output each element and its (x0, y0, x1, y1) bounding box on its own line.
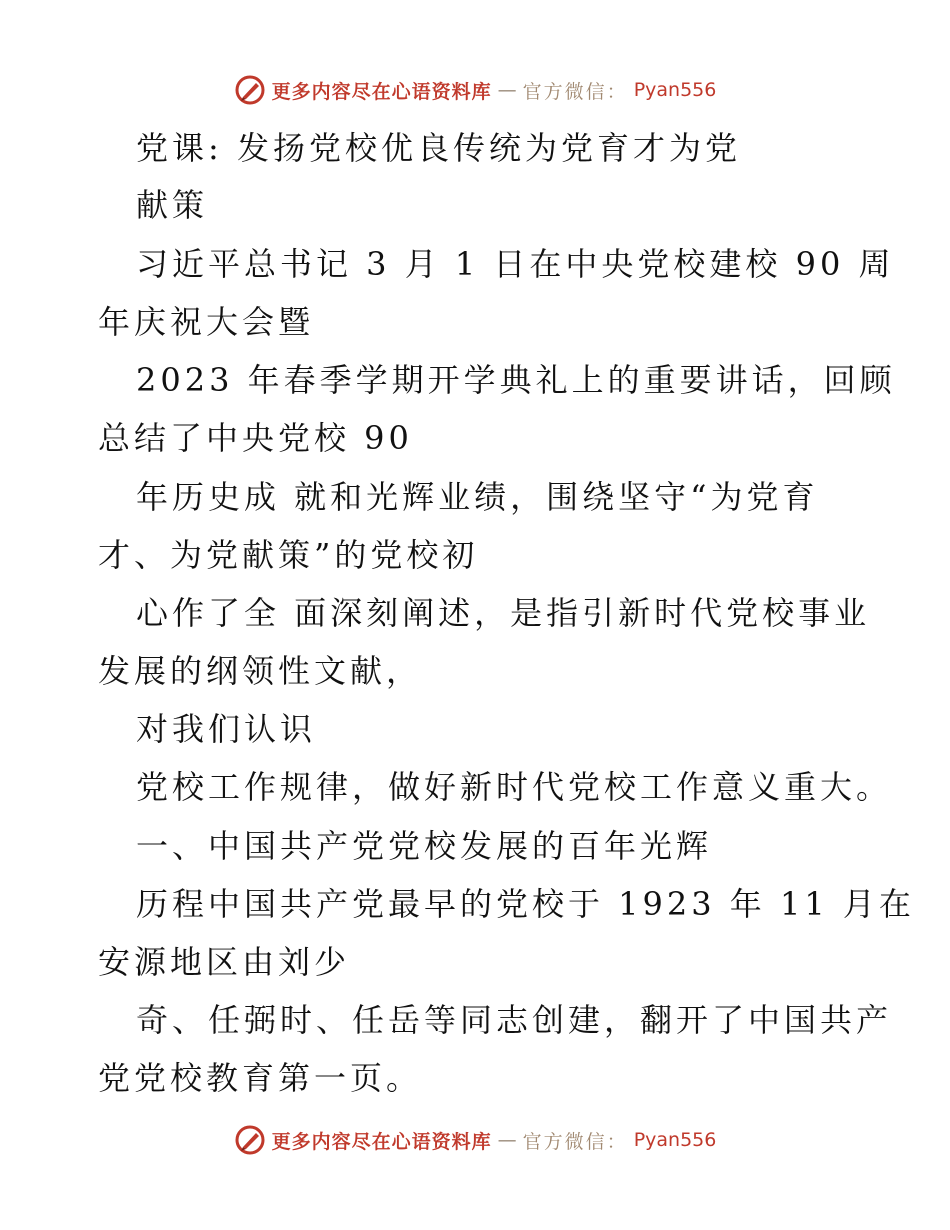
title-line-2: 献策 (136, 186, 209, 224)
paragraph-line: 历程中国共产党最早的党校于 1923 年 11 月在 (136, 885, 915, 923)
paragraph-line: 才、为党献策”的党校初 (98, 536, 479, 574)
pen-circle-icon (234, 1124, 266, 1156)
paragraph-line: 年庆祝大会暨 (98, 303, 315, 341)
paragraph-line: 2023 年春季学期开学典礼上的重要讲话，回顾 (136, 361, 896, 399)
paragraph-line: 总结了中央党校 90 (98, 419, 413, 457)
watermark-dash: — (497, 1129, 517, 1151)
paragraph-line: 安源地区由刘少 (98, 943, 351, 981)
paragraph-line: 对我们认识 (136, 710, 317, 748)
watermark-label: 官方微信： (522, 1130, 628, 1153)
pen-circle-icon (234, 74, 266, 106)
section-heading: 一、中国共产党党校发展的百年光辉 (136, 827, 713, 865)
watermark-label: 官方微信： (522, 80, 628, 103)
paragraph-line: 习近平总书记 3 月 1 日在中央党校建校 90 周 (136, 245, 895, 283)
paragraph-line: 年历史成 就和光辉业绩，围绕坚守“为党育 (136, 478, 819, 516)
watermark-dash: — (497, 79, 517, 101)
watermark-brand: 更多内容尽在心语资料库 (271, 1130, 492, 1153)
footer-watermark (0, 1123, 950, 1157)
paragraph-line: 奇、任弼时、任岳等同志创建，翻开了中国共产 (136, 1001, 893, 1039)
paragraph-line: 党党校教育第一页。 (98, 1059, 423, 1097)
paragraph-line: 心作了全 面深刻阐述，是指引新时代党校事业 (136, 594, 871, 632)
paragraph-line: 发展的纲领性文献， (98, 652, 423, 690)
watermark-brand: 更多内容尽在心语资料库 (271, 80, 492, 103)
watermark-id: Pyan556 (633, 79, 717, 101)
header-watermark (0, 73, 950, 107)
title-line-1: 党课: 发扬党校优良传统为党育才为党 (136, 129, 741, 167)
watermark-id: Pyan556 (633, 1129, 717, 1151)
paragraph-line: 党校工作规律，做好新时代党校工作意义重大。 (136, 768, 893, 806)
